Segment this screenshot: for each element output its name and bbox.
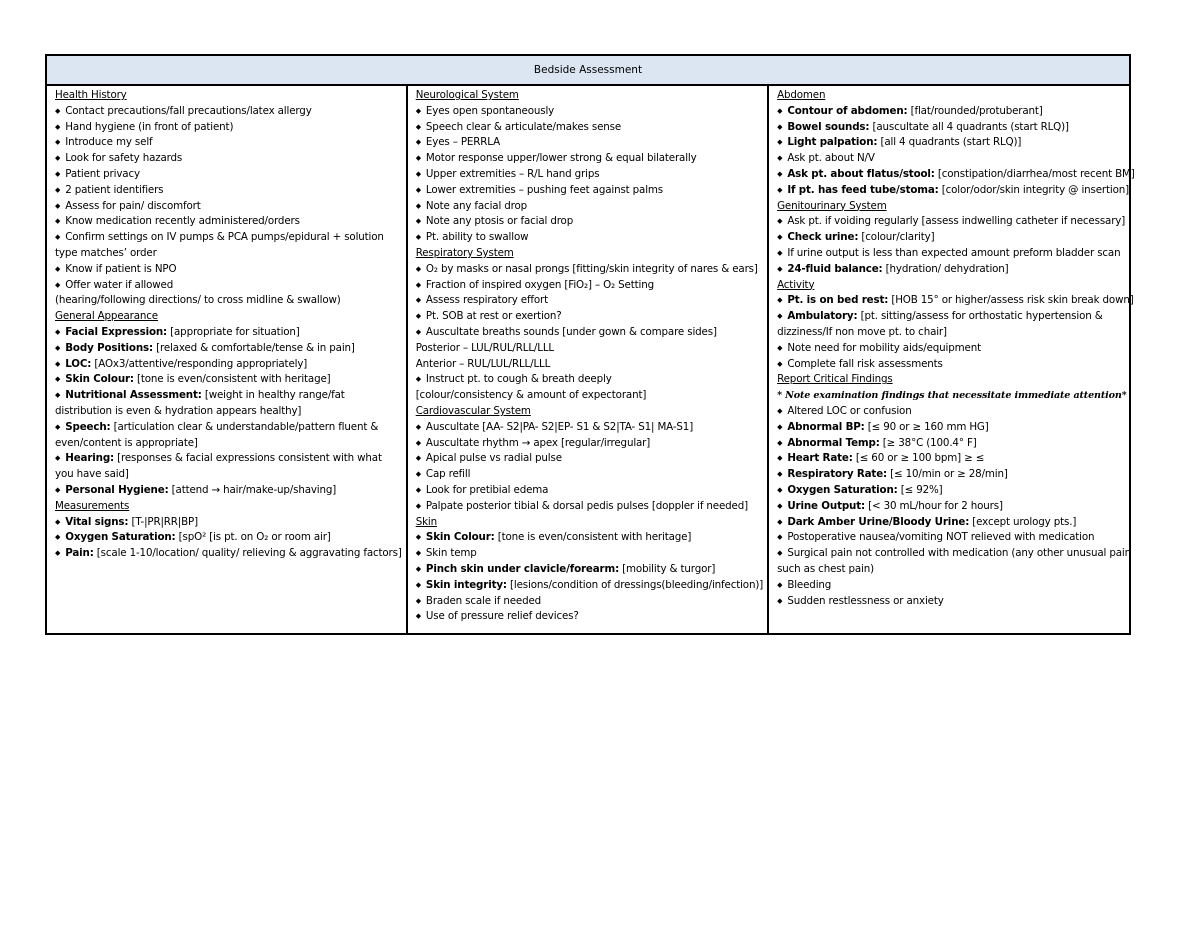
item-text: [scale 1-10/location/ quality/ relieving & aggravating factors] (93, 547, 402, 560)
item-text: Assess for pain/ discomfort (65, 199, 201, 212)
bullet-icon: ◆ (55, 391, 61, 400)
list-item (55, 388, 402, 420)
item-text: [colour/consistency & amount of expectorant] (415, 389, 647, 402)
item-text: [flat/rounded/protuberant] (907, 104, 1043, 117)
bullet-icon: ◆ (777, 470, 783, 479)
item-label: Skin Colour: (425, 531, 495, 544)
list-item (777, 341, 1135, 357)
list-item (55, 325, 402, 341)
section-heading: Report Critical Findings (777, 373, 893, 386)
item-text: Cap refill (425, 468, 471, 481)
bullet-icon: ◆ (415, 185, 421, 194)
assessment-table (45, 54, 1135, 635)
item-text: [lesions/condition of dressings(bleeding/infection)] (506, 578, 764, 591)
item-label: Speech: (65, 420, 111, 433)
item-text: Complete fall risk assessments (787, 357, 943, 370)
list-item (416, 151, 763, 167)
item-text: [≤ 10/min or ≥ 28/min] (887, 468, 1008, 481)
list-item (777, 499, 1135, 515)
item-text: Altered LOC or confusion (787, 404, 912, 417)
column-3 (769, 86, 1139, 635)
bullet-icon: ◆ (55, 533, 61, 542)
item-label: Vital signs: (65, 515, 129, 528)
bullet-icon: ◆ (415, 612, 421, 621)
list-item (55, 357, 402, 373)
item-text: Pt. SOB at rest or exertion? (425, 310, 562, 323)
bullet-icon: ◆ (55, 549, 61, 558)
item-text: [HOB 15° or higher/assess risk skin break down] (888, 294, 1134, 307)
bullet-icon: ◆ (777, 217, 783, 226)
item-text: [≤ 92%] (897, 483, 943, 496)
section-heading: Abdomen (777, 89, 826, 101)
item-text: [all 4 quadrants (start RLQ)] (877, 136, 1022, 149)
section-heading: Genitourinary System (777, 199, 887, 212)
item-text: [pt. sitting/assess for orthostatic hypertension & dizziness/If non move pt. to chair] (777, 310, 1103, 338)
list-item (55, 451, 402, 483)
bullet-icon: ◆ (777, 359, 783, 368)
bullet-icon: ◆ (415, 138, 421, 147)
bullet-icon: ◆ (777, 154, 783, 163)
list-item (55, 167, 402, 183)
bullet-icon: ◆ (415, 454, 421, 463)
list-item (416, 451, 763, 467)
item-text: Offer water if allowed (65, 278, 174, 291)
item-text: [hydration/ dehydration] (882, 262, 1009, 275)
bullet-icon: ◆ (415, 296, 421, 305)
list-item (777, 246, 1135, 262)
section-heading: Cardiovascular System (415, 404, 531, 417)
item-label: If pt. has feed tube/stoma: (787, 183, 939, 196)
bullet-icon: ◆ (415, 596, 421, 605)
plain-line (416, 341, 763, 357)
item-text: Eyes – PERRLA (425, 136, 501, 149)
bullet-icon: ◆ (777, 454, 783, 463)
item-text: Use of pressure relief devices? (425, 610, 579, 623)
section-heading: General Appearance (55, 310, 158, 323)
item-text: Motor response upper/lower strong & equal bilaterally (425, 152, 697, 165)
item-text: Note need for mobility aids/equipment (787, 341, 981, 354)
bullet-icon: ◆ (415, 564, 421, 573)
list-item (416, 594, 763, 610)
list-item (55, 420, 402, 452)
bullet-icon: ◆ (55, 343, 61, 352)
bullet-icon: ◆ (777, 485, 783, 494)
item-text: [T-|PR|RR|BP] (128, 515, 198, 528)
table-title: Bedside Assessment (47, 56, 1129, 86)
bullet-icon: ◆ (415, 580, 421, 589)
list-item (416, 499, 763, 515)
item-label: Facial Expression: (65, 325, 168, 338)
list-item (55, 214, 402, 230)
item-label: Skin integrity: (425, 578, 507, 591)
list-item (777, 293, 1135, 309)
item-text: Fraction of inspired oxygen [FiO₂] – O₂ Setting (425, 278, 654, 291)
item-text: [constipation/diarrhea/most recent BM] (934, 167, 1135, 180)
item-text: [attend → hair/make-up/shaving] (168, 483, 337, 496)
list-item (416, 120, 763, 136)
item-text: [weight in healthy range/fat distribution is even & hydration appears healthy] (55, 389, 345, 417)
item-text: [< 30 mL/hour for 2 hours] (864, 499, 1003, 512)
list-item (55, 151, 402, 167)
bullet-icon: ◆ (777, 312, 783, 321)
bullet-icon: ◆ (415, 312, 421, 321)
list-item (416, 372, 763, 388)
list-item (777, 530, 1135, 546)
item-text: Surgical pain not controlled with medication (any other unusual pain such as chest pain) (777, 547, 1131, 575)
item-text: If urine output is less than expected amount preform bladder scan (787, 246, 1121, 259)
item-text: [≤ 90 or ≥ 160 mm HG] (864, 420, 989, 433)
item-text: Know medication recently administered/orders (65, 215, 300, 228)
item-label: Pinch skin under clavicle/forearm: (425, 562, 620, 575)
item-label: Oxygen Saturation: (65, 531, 176, 544)
bullet-icon: ◆ (55, 359, 61, 368)
bullet-icon: ◆ (415, 201, 421, 210)
bullet-icon: ◆ (415, 327, 421, 336)
bullet-icon: ◆ (415, 154, 421, 163)
item-label: Oxygen Saturation: (787, 483, 898, 496)
item-label: Personal Hygiene: (65, 483, 169, 496)
item-text: Auscultate rhythm → apex [regular/irregular] (425, 436, 651, 449)
list-item (55, 104, 402, 120)
list-item (416, 546, 763, 562)
bullet-icon: ◆ (55, 138, 61, 147)
bullet-icon: ◆ (415, 549, 421, 558)
list-item (777, 120, 1135, 136)
item-text: Eyes open spontaneously (425, 104, 555, 117)
table-columns (47, 86, 1135, 635)
bullet-icon: ◆ (777, 438, 783, 447)
list-item (416, 199, 763, 215)
bullet-icon: ◆ (55, 422, 61, 431)
list-item (777, 357, 1135, 373)
item-label: Bowel sounds: (787, 120, 870, 133)
list-item (416, 609, 763, 625)
list-item (55, 530, 402, 546)
bullet-icon: ◆ (415, 106, 421, 115)
bullet-icon: ◆ (777, 343, 783, 352)
bullet-icon: ◆ (55, 375, 61, 384)
item-label: Check urine: (787, 231, 859, 244)
list-item (416, 262, 763, 278)
bullet-icon: ◆ (415, 470, 421, 479)
list-item (777, 104, 1135, 120)
list-item (777, 546, 1135, 578)
item-label: LOC: (65, 357, 92, 370)
list-item (55, 183, 402, 199)
section-heading: Skin (415, 515, 437, 528)
list-item (777, 594, 1135, 610)
bullet-icon: ◆ (777, 122, 783, 131)
plain-line (55, 293, 402, 309)
list-item (416, 309, 763, 325)
bullet-icon: ◆ (55, 485, 61, 494)
list-item (777, 467, 1135, 483)
item-text: [tone is even/consistent with heritage] (494, 531, 692, 544)
list-item (777, 515, 1135, 531)
bullet-icon: ◆ (55, 280, 61, 289)
bullet-icon: ◆ (55, 122, 61, 131)
section-heading: Respiratory System (415, 246, 514, 259)
list-item (416, 562, 763, 578)
item-text: Instruct pt. to cough & breath deeply (425, 373, 612, 386)
item-text: [colour/clarity] (858, 231, 935, 244)
list-item (55, 372, 402, 388)
bullet-icon: ◆ (777, 106, 783, 115)
bullet-icon: ◆ (55, 264, 61, 273)
item-text: O₂ by masks or nasal prongs [fitting/skin integrity of nares & ears] (425, 262, 758, 275)
bullet-icon: ◆ (777, 501, 783, 510)
bullet-icon: ◆ (777, 296, 783, 305)
item-label: 24-fluid balance: (787, 262, 883, 275)
item-label: Skin Colour: (65, 373, 134, 386)
list-item (777, 214, 1135, 230)
list-item (55, 120, 402, 136)
bullet-icon: ◆ (55, 169, 61, 178)
bullet-icon: ◆ (55, 233, 61, 242)
item-label: Pt. is on bed rest: (787, 294, 889, 307)
bullet-icon: ◆ (55, 454, 61, 463)
item-text: Speech clear & articulate/makes sense (425, 120, 622, 133)
item-label: Abnormal BP: (787, 420, 865, 433)
item-label: Contour of abdomen: (787, 104, 908, 117)
bullet-icon: ◆ (777, 169, 783, 178)
note-text: * Note examination findings that necessitate immediate attention* (777, 390, 1127, 402)
bullet-icon: ◆ (415, 280, 421, 289)
item-label: Dark Amber Urine/Bloody Urine: (787, 515, 970, 528)
list-item (55, 135, 402, 151)
item-text: Posterior – LUL/RUL/RLL/LLL (415, 341, 555, 354)
bullet-icon: ◆ (777, 248, 783, 257)
plain-line (416, 357, 763, 373)
item-text: [AOx3/attentive/responding appropriately] (91, 357, 308, 370)
list-item (777, 420, 1135, 436)
bullet-icon: ◆ (55, 106, 61, 115)
bullet-icon: ◆ (55, 201, 61, 210)
bullet-icon: ◆ (777, 422, 783, 431)
item-text: Bleeding (787, 578, 832, 591)
bullet-icon: ◆ (55, 517, 61, 526)
list-item (416, 293, 763, 309)
list-item (416, 278, 763, 294)
item-text: Ask pt. if voiding regularly [assess indwelling catheter if necessary] (787, 215, 1126, 228)
bullet-icon: ◆ (415, 375, 421, 384)
item-text: Pt. ability to swallow (425, 231, 529, 244)
bullet-icon: ◆ (777, 596, 783, 605)
bullet-icon: ◆ (415, 264, 421, 273)
bullet-icon: ◆ (777, 580, 783, 589)
item-text: [color/odor/skin integrity @ insertion] (938, 183, 1130, 196)
bullet-icon: ◆ (777, 533, 783, 542)
item-text: Sudden restlessness or anxiety (787, 594, 944, 607)
list-item (55, 199, 402, 215)
list-item (416, 183, 763, 199)
list-item (416, 436, 763, 452)
bullet-icon: ◆ (415, 485, 421, 494)
list-item (416, 230, 763, 246)
section-heading: Neurological System (415, 89, 519, 101)
bullet-icon: ◆ (777, 138, 783, 147)
item-label: Abnormal Temp: (787, 436, 880, 449)
item-text: Braden scale if needed (425, 594, 542, 607)
item-text: [≥ 38°C (100.4° F] (879, 436, 977, 449)
item-label: Heart Rate: (787, 452, 853, 465)
list-item (55, 483, 402, 499)
bullet-icon: ◆ (55, 327, 61, 336)
item-text: Note any facial drop (425, 199, 528, 212)
list-item (55, 230, 402, 262)
bullet-icon: ◆ (415, 233, 421, 242)
bullet-icon: ◆ (415, 169, 421, 178)
column-2 (408, 86, 769, 635)
list-item (777, 451, 1135, 467)
item-text: (hearing/following directions/ to cross midline & swallow) (55, 294, 341, 307)
list-item (777, 262, 1135, 278)
list-item (416, 530, 763, 546)
item-text: Look for pretibial edema (425, 483, 549, 496)
list-item (55, 278, 402, 294)
item-text: [≤ 60 or ≥ 100 bpm] ≥ ≤ (852, 452, 985, 465)
item-text: Note any ptosis or facial drop (425, 215, 574, 228)
item-text: Postoperative nausea/vomiting NOT relieved with medication (787, 531, 1095, 544)
item-text: [except urology pts.] (969, 515, 1077, 528)
item-text: Skin temp (425, 547, 477, 560)
item-text: [relaxed & comfortable/tense & in pain] (152, 341, 355, 354)
item-label: Urine Output: (787, 499, 865, 512)
list-item (55, 262, 402, 278)
section-heading: Health History (55, 89, 127, 101)
list-item (777, 404, 1135, 420)
item-text: [auscultate all 4 quadrants (start RLQ)] (869, 120, 1069, 133)
list-item (55, 546, 402, 562)
bullet-icon: ◆ (55, 217, 61, 226)
item-text: Auscultate [AA- S2|PA- S2|EP- S1 & S2|TA- S1| MA-S1] (425, 420, 694, 433)
list-item (416, 420, 763, 436)
item-text: Apical pulse vs radial pulse (425, 452, 562, 465)
bullet-icon: ◆ (415, 122, 421, 131)
section-heading: Measurements (55, 499, 130, 512)
list-item (416, 104, 763, 120)
item-text: Confirm settings on IV pumps & PCA pumps/epidural + solution type matches’ order (55, 231, 384, 259)
list-item (777, 309, 1135, 341)
item-text: [mobility & turgor] (619, 562, 716, 575)
list-item (777, 135, 1135, 151)
list-item (416, 135, 763, 151)
list-item (416, 214, 763, 230)
item-label: Light palpation: (787, 136, 878, 149)
list-item (777, 167, 1135, 183)
bullet-icon: ◆ (777, 185, 783, 194)
item-label: Ambulatory: (787, 310, 858, 323)
list-item (777, 151, 1135, 167)
list-item (416, 325, 763, 341)
list-item (416, 483, 763, 499)
item-label: Body Positions: (65, 341, 153, 354)
item-text: Introduce my self (65, 136, 153, 149)
item-text: 2 patient identifiers (65, 183, 164, 196)
plain-line (416, 388, 763, 404)
bullet-icon: ◆ (415, 501, 421, 510)
item-text: Hand hygiene (in front of patient) (65, 120, 234, 133)
list-item (416, 578, 763, 594)
list-item (777, 183, 1135, 199)
item-label: Ask pt. about flatus/stool: (787, 167, 935, 180)
column-1 (47, 86, 408, 635)
item-text: Contact precautions/fall precautions/latex allergy (65, 104, 312, 117)
bullet-icon: ◆ (415, 533, 421, 542)
list-item (777, 436, 1135, 452)
item-text: Ask pt. about N/V (787, 152, 875, 165)
item-text: Palpate posterior tibial & dorsal pedis pulses [doppler if needed] (425, 499, 748, 512)
section-heading: Activity (777, 278, 815, 291)
item-text: [tone is even/consistent with heritage] (133, 373, 331, 386)
bullet-icon: ◆ (55, 185, 61, 194)
item-text: Anterior – RUL/LUL/RLL/LLL (415, 357, 551, 370)
list-item (777, 483, 1135, 499)
list-item (55, 341, 402, 357)
list-item (777, 578, 1135, 594)
item-label: Nutritional Assessment: (65, 389, 202, 402)
bullet-icon: ◆ (777, 549, 783, 558)
item-text: Patient privacy (65, 167, 140, 180)
bullet-icon: ◆ (415, 422, 421, 431)
item-text: [spO² [is pt. on O₂ or room air] (175, 531, 331, 544)
item-text: Upper extremities – R/L hand grips (425, 167, 600, 180)
item-text: Auscultate breaths sounds [under gown & compare sides] (425, 325, 717, 338)
bullet-icon: ◆ (777, 406, 783, 415)
item-label: Pain: (65, 547, 94, 560)
list-item (55, 515, 402, 531)
item-text: Lower extremities – pushing feet against palms (425, 183, 664, 196)
bullet-icon: ◆ (415, 438, 421, 447)
list-item (777, 230, 1135, 246)
item-text: [appropriate for situation] (167, 325, 300, 338)
list-item (416, 167, 763, 183)
item-text: Assess respiratory effort (425, 294, 549, 307)
bullet-icon: ◆ (415, 217, 421, 226)
list-item (416, 467, 763, 483)
item-text: Look for safety hazards (65, 152, 183, 165)
item-label: Hearing: (65, 452, 115, 465)
item-text: [articulation clear & understandable/pattern fluent & even/content is appropriate] (55, 420, 379, 449)
bullet-icon: ◆ (55, 154, 61, 163)
bullet-icon: ◆ (777, 264, 783, 273)
item-text: [responses & facial expressions consistent with what you have said] (55, 452, 382, 481)
bullet-icon: ◆ (777, 517, 783, 526)
item-text: Know if patient is NPO (65, 262, 177, 275)
bullet-icon: ◆ (777, 233, 783, 242)
item-label: Respiratory Rate: (787, 468, 888, 481)
